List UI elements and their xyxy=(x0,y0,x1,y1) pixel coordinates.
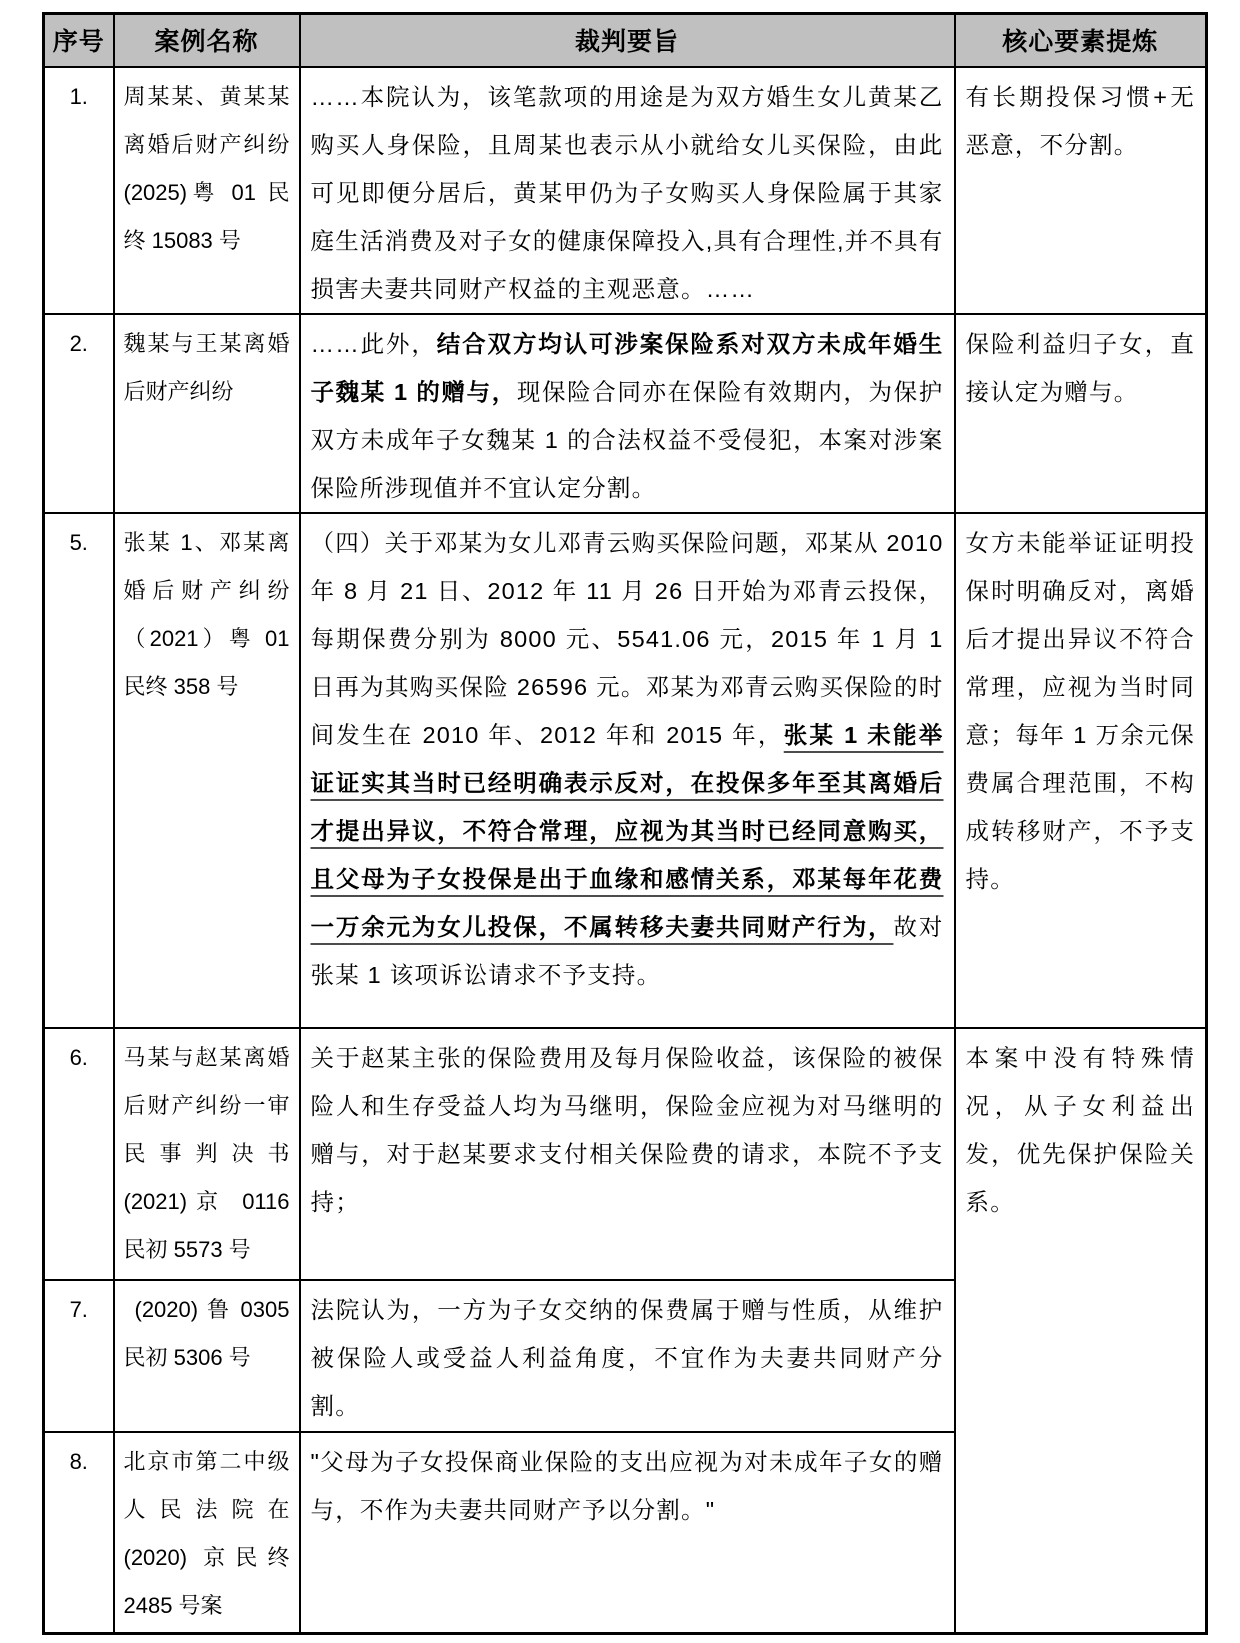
case-number-cell: 8. xyxy=(44,1432,114,1634)
case-core-cell: 女方未能举证证明投保时明确反对，离婚后才提出异议不符合常理，应视为当时同意；每年 1 万余元保费属合理范围，不构成转移财产，不予支持。 xyxy=(955,513,1207,1028)
case-table xyxy=(42,12,1208,1635)
header-cell-case-name: 案例名称 xyxy=(114,14,300,67)
case-gist-cell xyxy=(300,1432,955,1634)
gist-segment: 结合双方均认可涉案保险系对双方未成年婚生子魏某 1 的赠与， xyxy=(310,330,944,405)
gist-segment: 关于赵某主张的保险费用及每月保险收益，该保险的被保险人和生存受益人均为马继明，保险金应视为对马继明的赠与，对于赵某要求支付相关保险费的请求，本院不予支持； xyxy=(310,1044,944,1215)
gist-segment: ……本院认为，该笔款项的用途是为双方婚生女儿黄某乙购买人身保险，且周某也表示从小就给女儿买保险，由此可见即便分居后，黄某甲仍为子女购买人身保险属于其家庭生活消费及对子女的健康保障投入,具有合理性,并不具有损害夫妻共同财产权益的主观恶意。…… xyxy=(310,83,944,302)
header-cell-core-elements: 核心要素提炼 xyxy=(955,14,1207,67)
case-name-cell: (2020) 鲁 0305 民初 5306 号 xyxy=(114,1280,300,1432)
case-number-cell: 6. xyxy=(44,1028,114,1280)
header-cell-number: 序号 xyxy=(44,14,114,67)
case-number-cell: 7. xyxy=(44,1280,114,1432)
case-name-cell: 北京市第二中级人民法院在 (2020) 京民终 2485 号案 xyxy=(114,1432,300,1634)
case-name-cell: 周某某、黄某某离婚后财产纠纷(2025)粤 01 民终 15083 号 xyxy=(114,67,300,314)
case-number-cell: 2. xyxy=(44,314,114,513)
gist-segment: 张某 1 未能举证证实其当时已经明确表示反对，在投保多年至其离婚后才提出异议，不符合常理，应视为其当时已经同意购买，且父母为子女投保是出于血缘和感情关系，邓某每年花费一万余元为女儿投保，不属转移夫妻共同财产行为， xyxy=(310,721,944,940)
table-row xyxy=(44,1028,1207,1280)
case-gist-cell xyxy=(300,1280,955,1432)
gist-segment: "父母为子女投保商业保险的支出应视为对未成年子女的赠与，不作为夫妻共同财产予以分割。" xyxy=(310,1448,944,1523)
header-row xyxy=(44,14,1207,67)
case-gist-cell xyxy=(300,513,955,1028)
gist-segment: 法院认为，一方为子女交纳的保费属于赠与性质，从维护被保险人或受益人利益角度，不宜作为夫妻共同财产分割。 xyxy=(310,1296,944,1419)
case-name-cell: 张某 1、邓某离婚后财产纠纷（2021）粤 01 民终 358 号 xyxy=(114,513,300,1028)
table-row xyxy=(44,314,1207,513)
header-cell-gist: 裁判要旨 xyxy=(300,14,955,67)
case-name-cell: 魏某与王某离婚后财产纠纷 xyxy=(114,314,300,513)
table-header xyxy=(44,14,1207,67)
case-core-cell: 有长期投保习惯+无恶意，不分割。 xyxy=(955,67,1207,314)
case-table-body xyxy=(44,67,1207,1634)
table-row xyxy=(44,513,1207,1028)
gist-segment: 故对张某 1 该项诉讼请求不予支持。 xyxy=(310,913,944,988)
case-name-cell: 马某与赵某离婚后财产纠纷一审民事判决书(2021)京 0116 民初 5573 号 xyxy=(114,1028,300,1280)
case-gist-cell xyxy=(300,314,955,513)
table-row xyxy=(44,67,1207,314)
case-number-cell: 5. xyxy=(44,513,114,1028)
gist-segment: 现保险合同亦在保险有效期内，为保护双方未成年子女魏某 1 的合法权益不受侵犯，本案对涉案保险所涉现值并不宜认定分割。 xyxy=(310,378,944,501)
gist-segment: ……此外， xyxy=(310,330,437,357)
case-gist-cell xyxy=(300,67,955,314)
case-core-cell: 本案中没有特殊情况，从子女利益出发，优先保护保险关系。 xyxy=(955,1028,1207,1634)
gist-segment: （四）关于邓某为女儿邓青云购买保险问题，邓某从 2010 年 8 月 21 日、2012 年 11 月 26 日开始为邓青云投保，每期保费分别为 8000 元、5541.06 元，2015 年 1 月 1 日再为其购买保险 26596 元。邓某为邓青云购买保险的时间发生在 2010 年、2012 年和 2015 年， xyxy=(310,529,944,748)
case-gist-cell xyxy=(300,1028,955,1280)
case-number-cell: 1. xyxy=(44,67,114,314)
case-core-cell: 保险利益归子女，直接认定为赠与。 xyxy=(955,314,1207,513)
